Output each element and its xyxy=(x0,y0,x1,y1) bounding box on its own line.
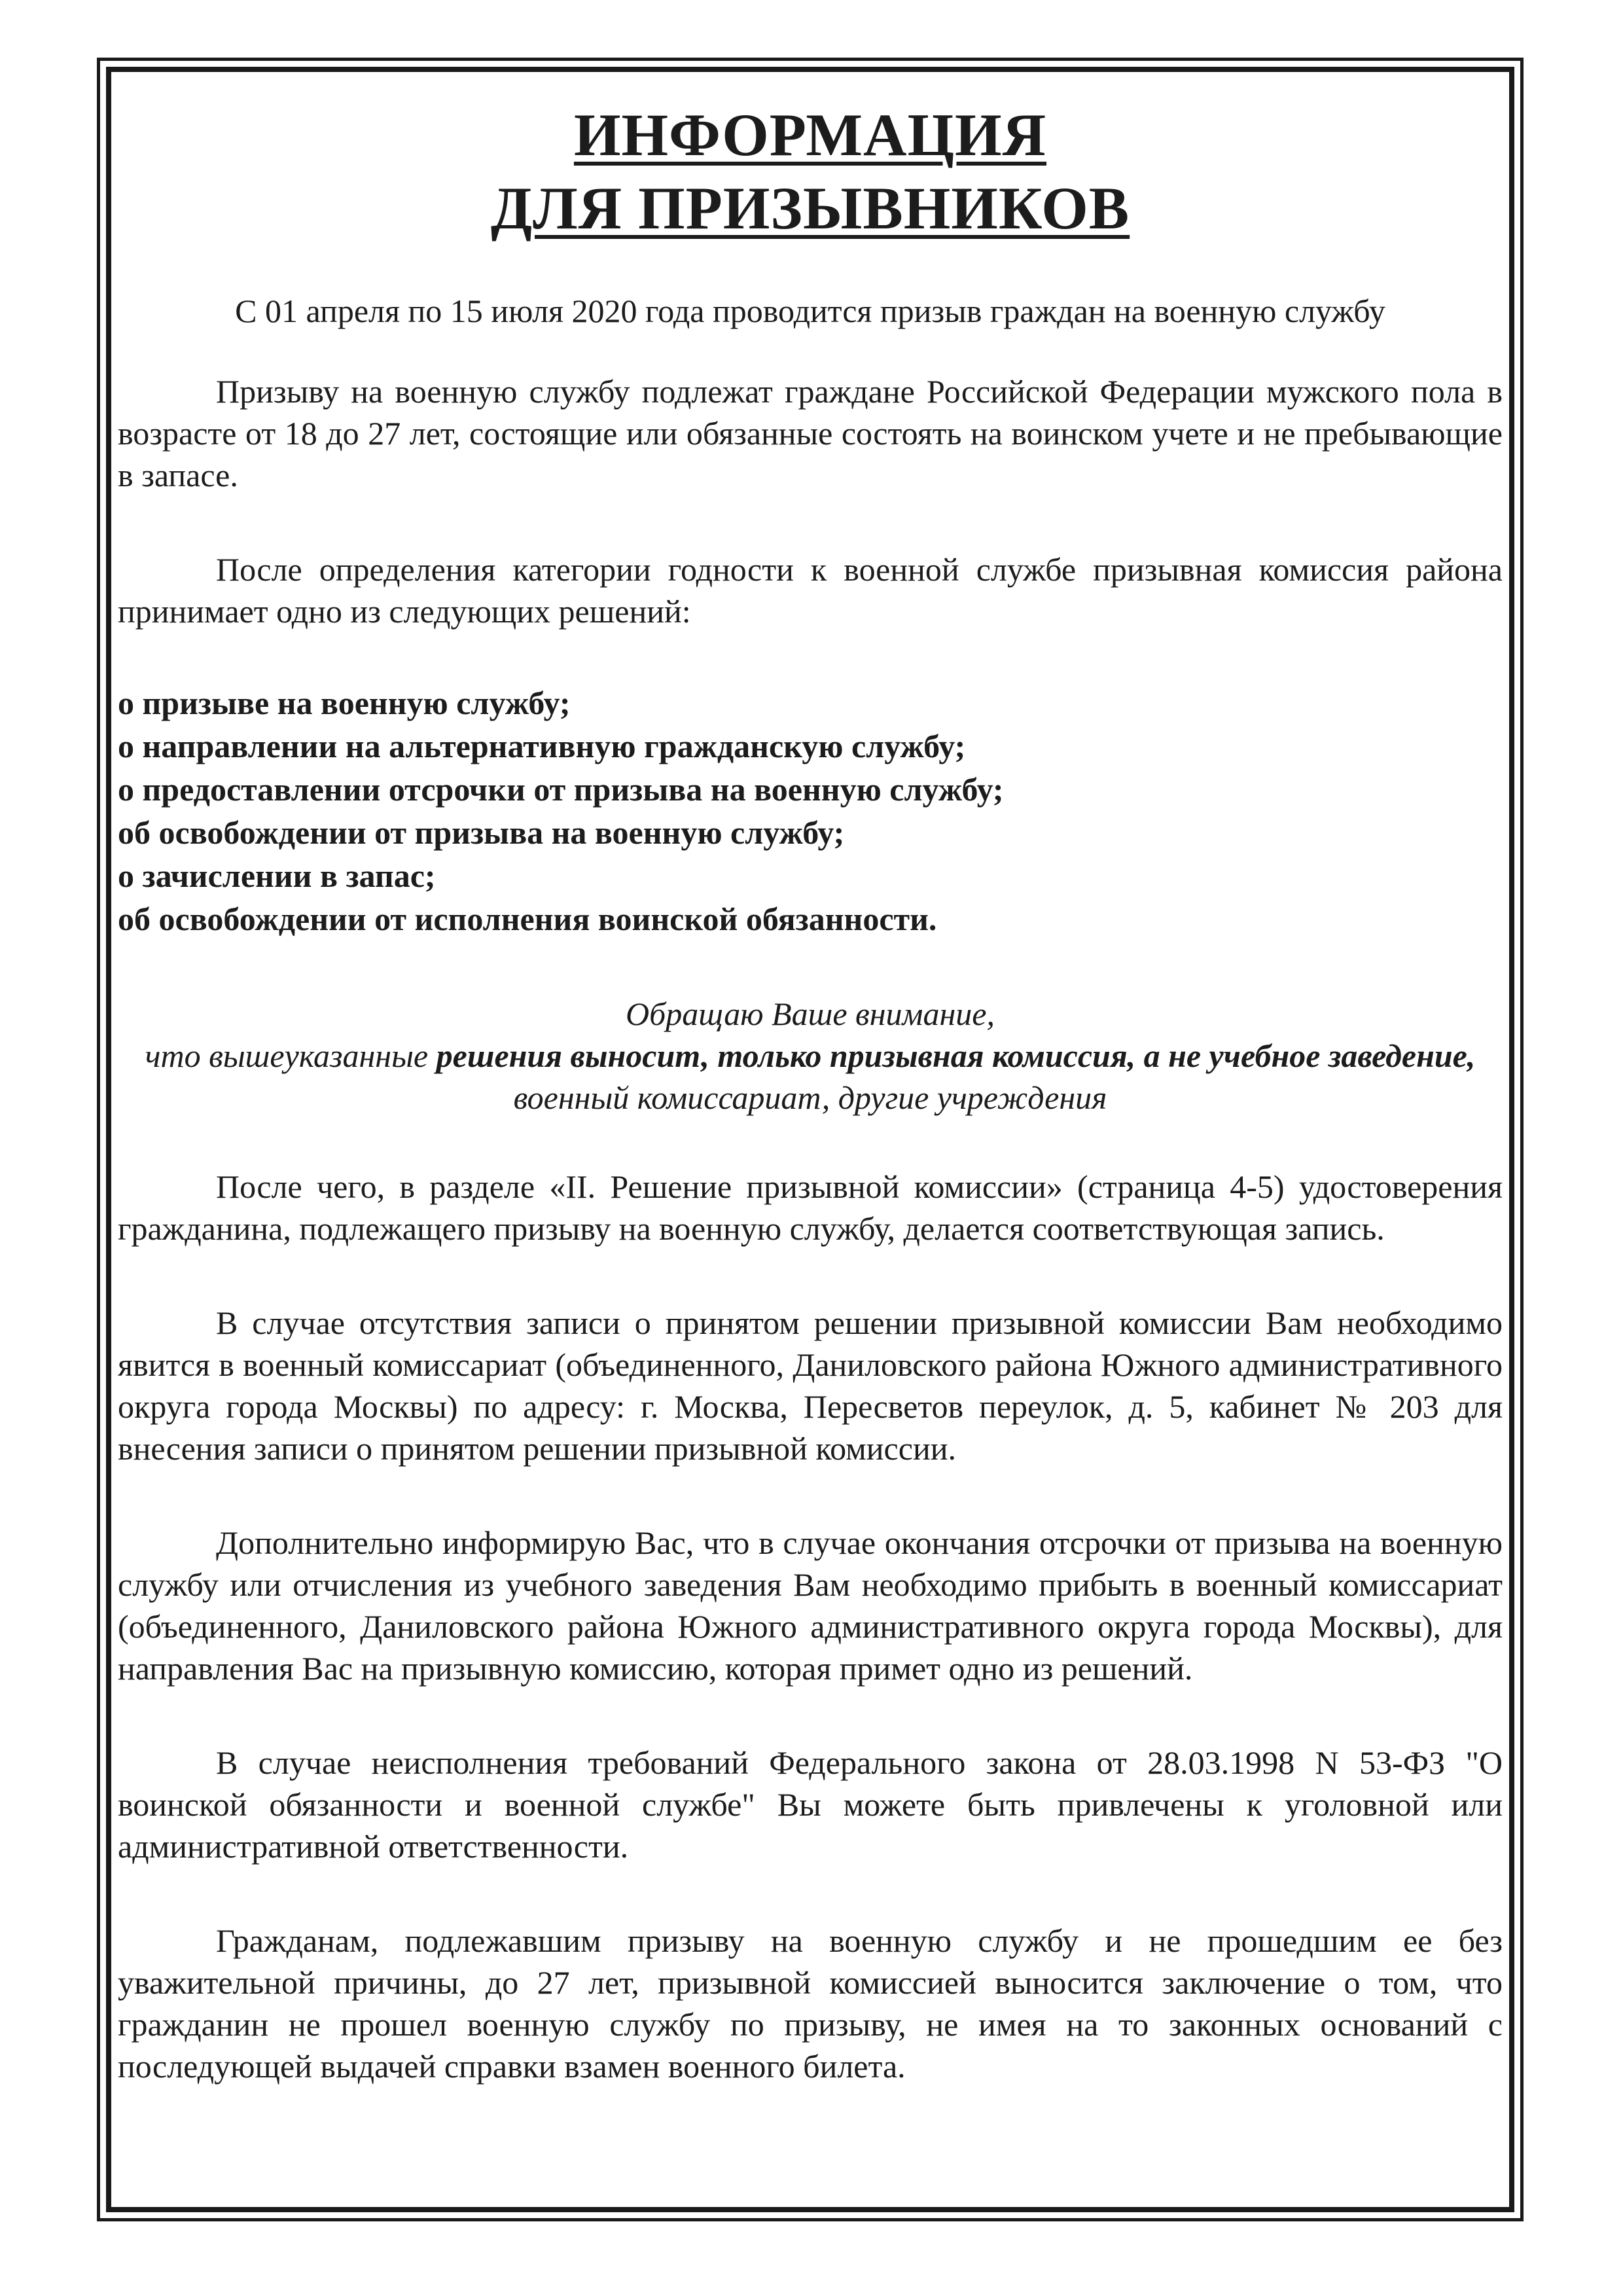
decision-item: об освобождении от исполнения воинской обязанности. xyxy=(118,901,937,937)
decision-item: о направлении на альтернативную гражданскую службу; xyxy=(118,728,966,764)
decision-item: о зачислении в запас; xyxy=(118,857,436,894)
title-line-1: ИНФОРМАЦИЯ xyxy=(573,101,1047,168)
title-line-2: ДЛЯ ПРИЗЫВНИКОВ xyxy=(490,175,1130,242)
notice-line-1: Обращаю Ваше внимание, xyxy=(626,996,995,1032)
decision-item: о призыве на военную службу; xyxy=(118,685,571,721)
notice-emphasis: решения выносит, только призывная комиссия, а не учебное заведение, xyxy=(436,1037,1476,1074)
conscription-period: С 01 апреля по 15 июля 2020 года проводится призыв граждан на военную службу xyxy=(235,293,1385,329)
paragraph-deferment-end: Дополнительно информирую Вас, что в случае окончания отсрочки от призыва на военную службу или отчисления из учебного заведения Вам необходимо прибыть в военный комиссариат (объединенного, Даниловского района Южного административного округа города Москвы), для направления Вас на призывную комиссию, которая примет одно из решений. xyxy=(118,1524,1503,1687)
document-title xyxy=(118,98,1503,245)
notice-part-c: военный комиссариат, другие учреждения xyxy=(513,1079,1107,1116)
paragraph-missing-record: В случае отсутствия записи о принятом решении призывной комиссии Вам необходимо явится в военный комиссариат (объединенного, Даниловского района Южного административного округа города Москвы) по адресу: г. Москва, Пересветов переулок, д. 5, кабинет № 203 для внесения записи о принятом решении призывной комиссии. xyxy=(118,1304,1503,1467)
paragraph-record-section: После чего, в разделе «II. Решение призывной комиссии» (страница 4-5) удостоверения гражданина, подлежащего призыву на военную службу, делается соответствующая запись. xyxy=(118,1168,1503,1247)
notice-document xyxy=(118,98,1503,2087)
notice-part-a: что вышеуказанные xyxy=(145,1037,437,1074)
paragraph-certificate: Гражданам, подлежавшим призыву на военную службу и не прошедшим ее без уважительной причины, до 27 лет, призывной комиссией выносится заключение о том, что гражданин не прошел военную службу по призыву, не имея на то законных оснований с последующей выдачей справки взамен военного билета. xyxy=(118,1922,1503,2085)
paragraph-eligibility: Призыву на военную службу подлежат граждане Российской Федерации мужского пола в возрасте от 18 до 27 лет, состоящие или обязанные состоять на воинском учете и не пребывающие в запасе. xyxy=(118,373,1503,493)
decision-item: о предоставлении отсрочки от призыва на военную службу; xyxy=(118,771,1004,808)
decision-item: об освобождении от призыва на военную службу; xyxy=(118,814,845,851)
decision-list xyxy=(118,681,1503,941)
paragraph-commission-decisions: После определения категории годности к военной службе призывная комиссия района принимает одно из следующих решений: xyxy=(118,551,1503,630)
attention-notice xyxy=(118,993,1503,1119)
paragraph-liability: В случае неисполнения требований Федерального закона от 28.03.1998 N 53-ФЗ "О воинской обязанности и военной службе" Вы можете быть привлечены к уголовной или административной ответственности. xyxy=(118,1744,1503,1865)
